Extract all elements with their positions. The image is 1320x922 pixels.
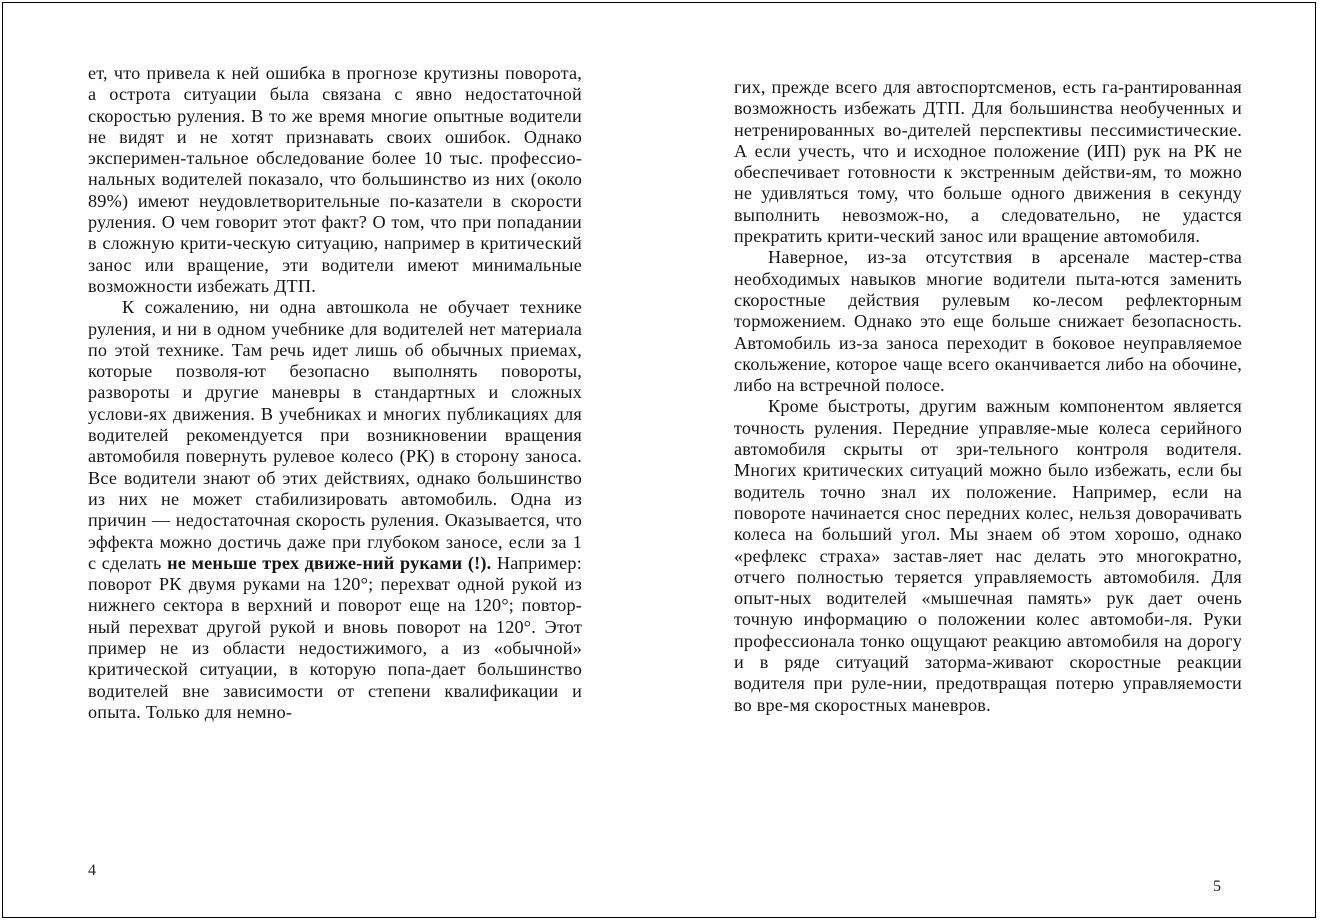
- left-page-number: 4: [88, 862, 96, 879]
- left-paragraph-2: [88, 297, 582, 723]
- right-paragraph-3: Кроме быстроты, другим важным компонентом является точность руления. Передние управляе-мые колеса серийного автомобиля скрыты от зри-тельного контроля водителя. Многих критических ситуаций можно было избежать, если бы водитель точно знал их положение. Например, если на повороте начинается снос передних колес, нельзя доворачивать колеса на больший угол. Мы знаем об этом хорошо, однако «рефлекс страха» застав-ляет нас делать это многократно, отчего полностью теряется управляемость автомобиля. Для опыт-ных водителей «мышечная память» рук дает очень точную информацию о положении колес автомоби-ля. Руки профессионала тонко ощущают реакцию автомобиля на дорогу и в ряде ситуаций затормa-живают скоростные реакции водителя при руле-нии, предотвращая потерю управляемости во вре-мя скоростных маневров.: [734, 396, 1242, 715]
- right-paragraph-1: гих, прежде всего для автоспортсменов, есть га-рантированная возможность избежать ДТП. Для большинства необученных и нетренированных во-дителей перспективы пессимистические. А если учесть, что и исходное положение (ИП) рук на РК не обеспечивает готовности к экстренным действи-ям, то можно не удивляться тому, что больше одного движения в секунду выполнить невозмож-но, а следовательно, не удастся прекратить крити-ческий занос или вращение автомобиля.: [734, 77, 1242, 247]
- left-paragraph-1: ет, что привела к ней ошибка в прогнозе крутизны поворота, а острота ситуации была связана с явно недостаточной скоростью руления. В то же время многие опытные водители не видят и не хотят признавать своих ошибок. Однако эксперимен-тальное обследование более 10 тыс. профессио-нальных водителей показало, что большинство из них (около 89%) имеют неудовлетворительные по-казатели в скорости руления. О чем говорит этот факт? О том, что при попадании в сложную крити-ческую ситуацию, например в критический занос или вращение, эти водители имеют минимальные возможности избежать ДТП.: [88, 63, 582, 296]
- left-paragraph-2-end: Например: поворот РК двумя руками на 120°; перехват одной рукой из нижнего сектора в верхний и поворот еще на 120°; повтор-ный перехват другой рукой и вновь поворот на 120°. Этот пример не из области недостижимого, а из «обычной» критической ситуации, в которую попа-дает большинство водителей вне зависимости от степени квалификации и опыта. Только для немно-: [88, 552, 582, 722]
- right-page: [734, 77, 1242, 716]
- left-paragraph-2-start: К сожалению, ни одна автошкола не обучает технике руления, и ни в одном учебнике для водителей нет материала по этой технике. Там речь идет лишь об обычных приемах, которые позволя-ют безопасно выполнять повороты, развороты и другие маневры в стандартных и сложных услови-ях движения. В учебниках и многих публикациях для водителей рекомендуется при возникновении вращения автомобиля повернуть рулевое колесо (РК) в сторону заноса. Все водители знают об этих действиях, однако большинство из них не может стабилизировать автомобиль. Одна из причин — недостаточная скорость руления. Оказывается, что эффекта можно достичь даже при глубоком заносе, если за 1 с сделать: [88, 297, 582, 573]
- left-paragraph-2-bold: не меньше трех движе-ний руками (!).: [167, 552, 492, 573]
- left-page: [88, 63, 582, 723]
- right-page-number: 5: [1213, 878, 1221, 895]
- right-paragraph-2: Наверное, из-за отсутствия в арсенале мастер-ства необходимых навыков многие водители пыта-ются заменить скоростные действия рулевым ко-лесом рефлекторным торможением. Однако это еще больше снижает безопасность. Автомобиль из-за заноса переходит в боковое неуправляемое скольжение, которое чаще всего оканчивается либо на обочине, либо на встречной полосе.: [734, 247, 1242, 396]
